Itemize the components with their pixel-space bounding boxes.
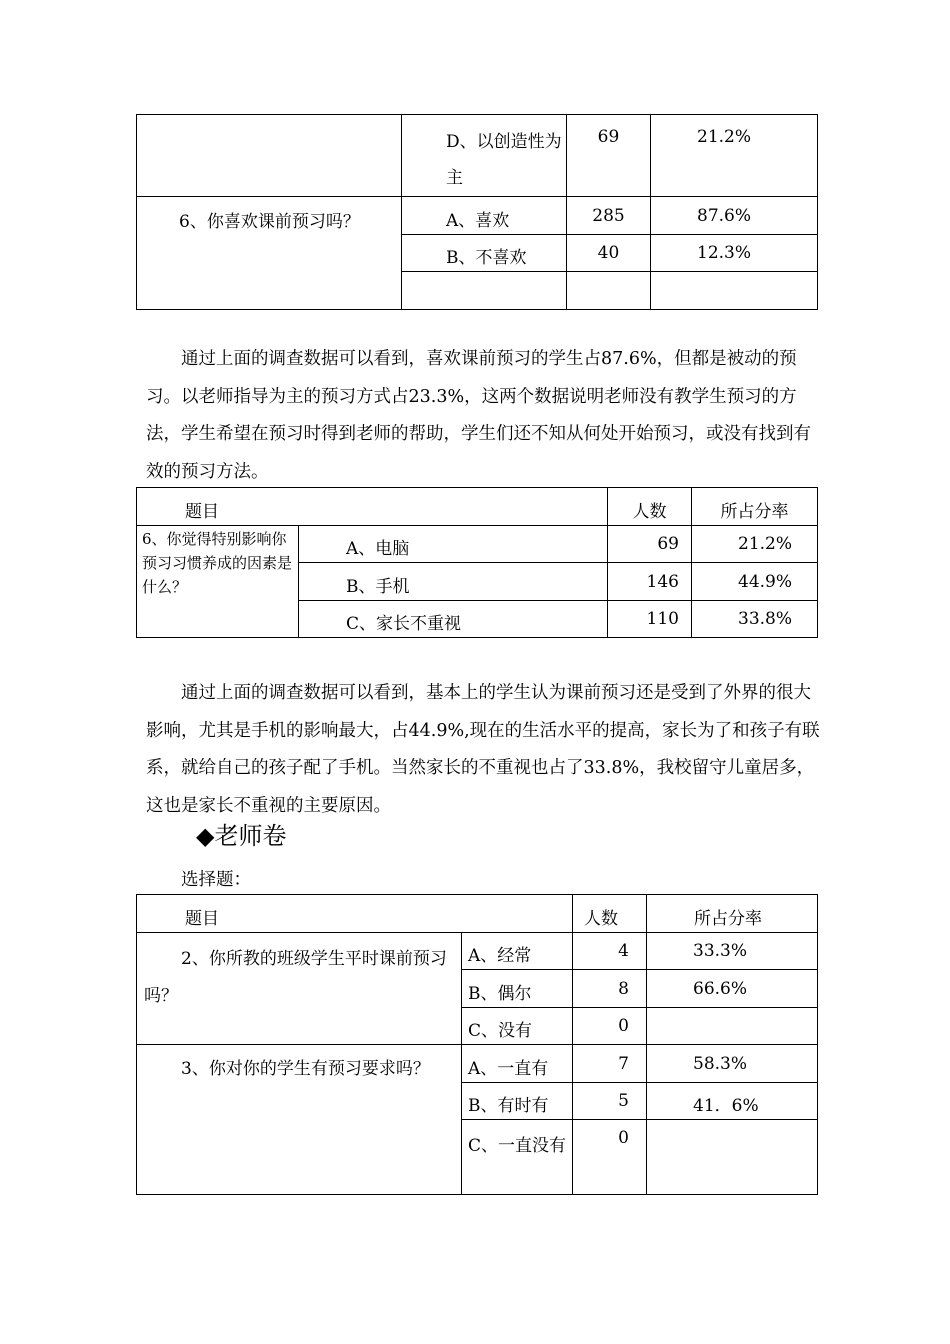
option-cell: B、不喜欢 — [402, 235, 567, 272]
rate-cell: 58.3% — [647, 1045, 818, 1083]
count-cell: 69 — [567, 115, 651, 197]
rate-cell: 66.6% — [647, 970, 818, 1008]
option-cell: C、一直没有 — [462, 1120, 573, 1195]
option-cell: B、手机 — [299, 563, 608, 601]
option-cell: A、经常 — [462, 933, 573, 970]
rate-cell — [647, 1120, 818, 1195]
option-cell: A、喜欢 — [402, 197, 567, 235]
rate-cell: 33.8% — [692, 601, 818, 638]
analysis-paragraph-2: 通过上面的调查数据可以看到，基本上的学生认为课前预习还是受到了外界的很大影响，尤其是手机的影响最大，占44.9%,现在的生活水平的提高，家长为了和孩子有联系，就给自己的孩子配了手机。当然家长的不重视也占了33.8%，我校留守儿童居多，这也是家长不重视的主要原因。 — [146, 683, 820, 816]
option-cell — [402, 272, 567, 310]
question-cell: 6、你觉得特别影响你预习习惯养成的因素是什么？ — [137, 526, 299, 638]
rate-cell: 12.3% — [651, 235, 818, 272]
table-header-row — [137, 895, 818, 933]
student-survey-table-continued — [136, 114, 818, 310]
option-cell: D、以创造性为主 — [402, 115, 567, 197]
rate-cell — [647, 1008, 818, 1045]
rate-cell: 87.6% — [651, 197, 818, 235]
table-row — [137, 115, 818, 197]
rate-cell: 21.2% — [692, 526, 818, 563]
question-cell: 3、你对你的学生有预习要求吗？ — [137, 1045, 462, 1195]
option-cell: B、偶尔 — [462, 970, 573, 1008]
table-row — [137, 1045, 818, 1083]
count-cell: 8 — [573, 970, 647, 1008]
section-heading-teacher: ◆老师卷 — [196, 822, 287, 850]
header-topic: 题目 — [137, 895, 573, 933]
count-cell: 7 — [573, 1045, 647, 1083]
question-cell: 6、你喜欢课前预习吗？ — [137, 197, 402, 310]
teacher-survey-table — [136, 894, 818, 1195]
subheading-choice-questions: 选择题： — [181, 870, 251, 890]
rate-cell: 21.2% — [651, 115, 818, 197]
count-cell: 0 — [573, 1120, 647, 1195]
header-count: 人数 — [573, 895, 647, 933]
table-row — [137, 933, 818, 970]
question-cell — [137, 115, 402, 197]
count-cell: 4 — [573, 933, 647, 970]
option-cell: A、电脑 — [299, 526, 608, 563]
count-cell: 5 — [573, 1083, 647, 1120]
table-header-row — [137, 488, 818, 526]
analysis-paragraph-1: 通过上面的调查数据可以看到，喜欢课前预习的学生占87.6%，但都是被动的预习。以老师指导为主的预习方式占23.3%，这两个数据说明老师没有教学生预习的方法，学生希望在预习时得到老师的帮助，学生们还不知从何处开始预习，或没有找到有效的预习方法。 — [146, 349, 811, 482]
header-rate: 所占分率 — [647, 895, 818, 933]
count-cell: 146 — [608, 563, 692, 601]
count-cell: 69 — [608, 526, 692, 563]
count-cell: 40 — [567, 235, 651, 272]
rate-cell: 33.3% — [647, 933, 818, 970]
count-cell: 0 — [573, 1008, 647, 1045]
header-rate: 所占分率 — [692, 488, 818, 526]
table-row — [137, 526, 818, 563]
option-cell: A、一直有 — [462, 1045, 573, 1083]
header-count: 人数 — [608, 488, 692, 526]
option-cell: B、有时有 — [462, 1083, 573, 1120]
option-cell: C、家长不重视 — [299, 601, 608, 638]
count-cell: 285 — [567, 197, 651, 235]
table-row — [137, 197, 818, 235]
rate-cell — [651, 272, 818, 310]
count-cell: 110 — [608, 601, 692, 638]
rate-cell: 44.9% — [692, 563, 818, 601]
rate-cell: 41．6% — [647, 1083, 818, 1120]
influence-factor-table — [136, 487, 818, 638]
option-cell: C、没有 — [462, 1008, 573, 1045]
question-cell: 2、你所教的班级学生平时课前预习吗？ — [137, 933, 462, 1045]
count-cell — [567, 272, 651, 310]
header-topic: 题目 — [137, 488, 608, 526]
